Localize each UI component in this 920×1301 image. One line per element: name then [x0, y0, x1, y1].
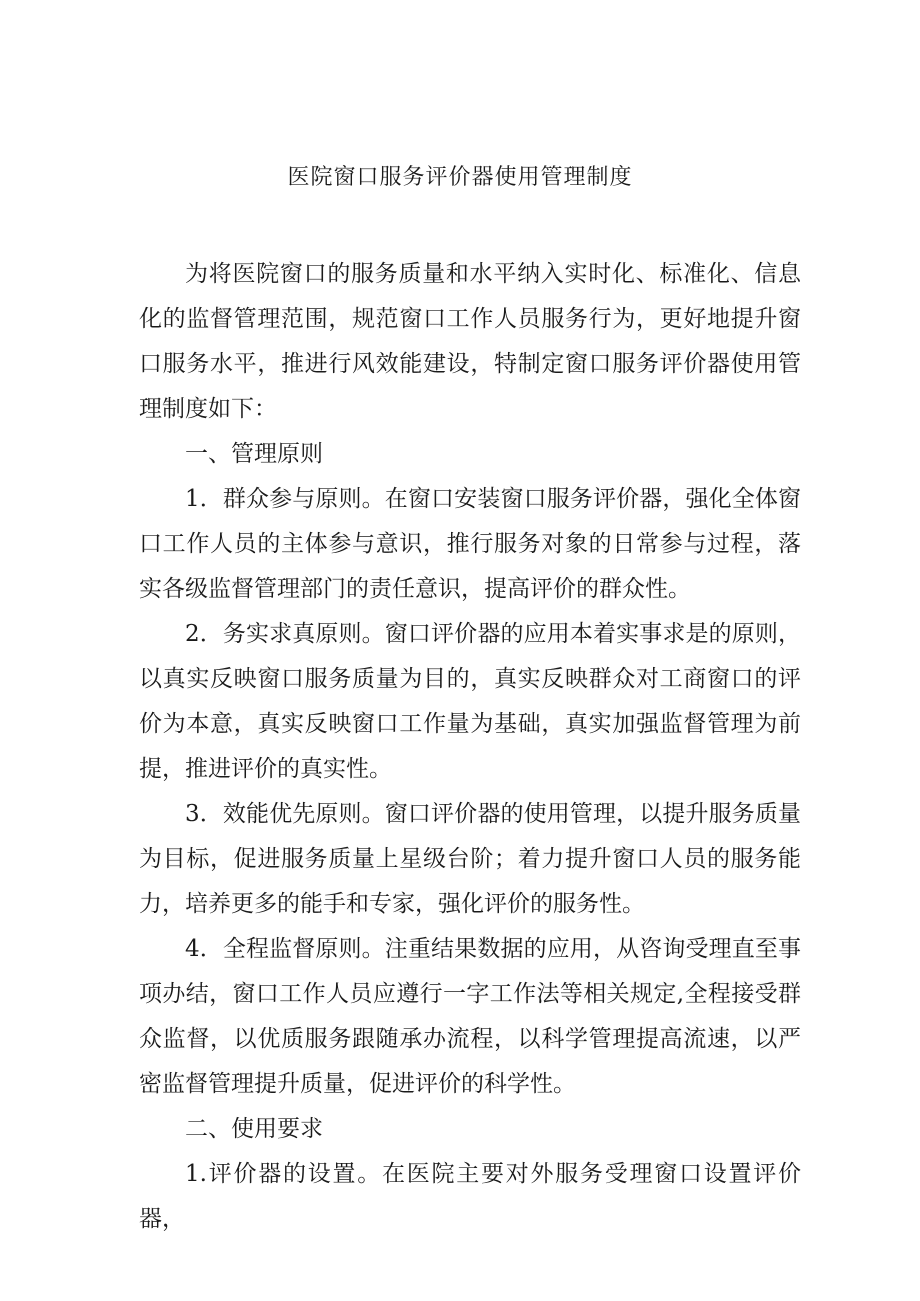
principle-paragraph-1: 1．群众参与原则。在窗口安装窗口服务评价器，强化全体窗口工作人员的主体参与意识，推行服务对象的日常参与过程，落实各级监督管理部门的责任意识，提高评价的群众性。: [139, 486, 801, 602]
document-body: [139, 252, 801, 1242]
principle-paragraph-3: 3．效能优先原则。窗口评价器的使用管理，以提升服务质量为目标，促进服务质量上星级台阶；着力提升窗口人员的服务能力，培养更多的能手和专家，强化评价的服务性。: [139, 801, 801, 917]
section-heading-usage-requirements: 二、使用要求: [185, 1116, 323, 1142]
document-title: 医院窗口服务评价器使用管理制度: [287, 165, 633, 190]
intro-paragraph: 为将医院窗口的服务质量和水平纳入实时化、标准化、信息化的监督管理范围，规范窗口工作人员服务行为，更好地提升窗口服务水平，推进行风效能建设，特制定窗口服务评价器使用管理制度如下：: [139, 261, 801, 422]
principle-paragraph-4: 4．全程监督原则。注重结果数据的应用，从咨询受理直至事项办结，窗口工作人员应遵行一字工作法等相关规定,全程接受群众监督，以优质服务跟随承办流程，以科学管理提高流速，以严密监督管理提升质量，促进评价的科学性。: [139, 936, 801, 1097]
requirement-paragraph-1: 1.评价器的设置。在医院主要对外服务受理窗口设置评价器，: [139, 1161, 801, 1232]
section-heading-management-principles: 一、管理原则: [185, 441, 323, 467]
principle-paragraph-2: 2．务实求真原则。窗口评价器的应用本着实事求是的原则，以真实反映窗口服务质量为目的，真实反映群众对工商窗口的评价为本意，真实反映窗口工作量为基础，真实加强监督管理为前提，推进评价的真实性。: [139, 621, 801, 782]
